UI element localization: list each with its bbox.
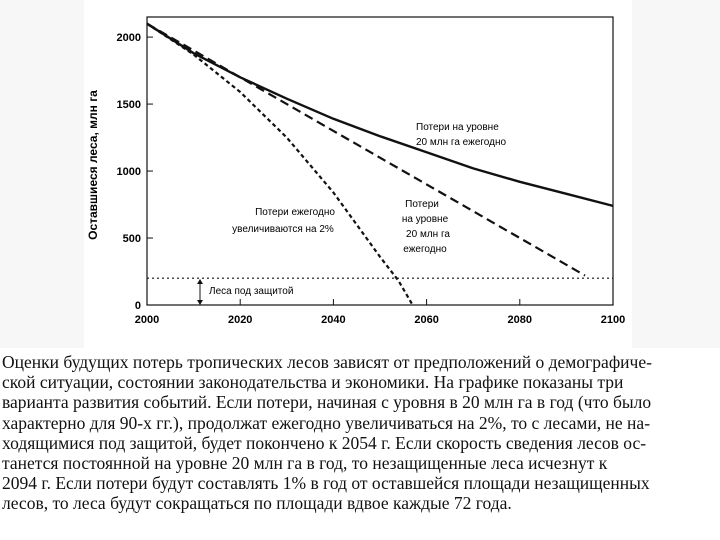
x-tick-label: 2060: [414, 314, 439, 326]
protected-forest-arrow: [197, 279, 203, 305]
x-ticks: [135, 299, 625, 326]
y-tick-label: 2000: [116, 32, 141, 45]
annotation-linear-loss-line3: 20 млн га: [406, 229, 450, 240]
x-tick-label: 2100: [600, 314, 626, 326]
series-line-dotted: [147, 24, 413, 305]
y-tick-label: 500: [122, 233, 141, 246]
annotation-protected-forest: Леса под защитой: [209, 286, 294, 297]
figure-caption: Оценки будущих потерь тропических лесов зависят от предположений о демографиче- ской ситуации, состоянии законодательства и экономики. На графике показаны три варианта развития событий. Если потери, начиная с уровня в 20 млн га в год (что было характерно для 90-х гг.), продолжат ежегодно увеличиваться на 2%, то с лесами, не на- ходящимися под защитой, будет покончено к 2054 г. Если скорость сведения лесов ос- танется постоянной на уровне 20 млн га в год, то незащищенные леса исчезнут к 2094 г. Если потери будут составлять 1% в год от оставшейся площади незащищенных лесов, то леса будут сокращаться по площади вдвое каждые 72 года.: [2, 352, 652, 514]
y-tick-label: 1000: [116, 166, 141, 179]
x-tick-label: 2080: [507, 314, 533, 326]
annotation-linear-loss-line4: ежегодно: [403, 244, 447, 255]
y-tick-label: 1500: [116, 99, 141, 112]
annotation-constant-loss-line2: 20 млн га ежегодно: [416, 137, 507, 148]
plot-frame: [147, 17, 613, 305]
chart-frame: [147, 17, 613, 305]
y-tick-label: 0: [134, 300, 141, 312]
y-axis-label: Оставшиеся леса, млн га: [86, 90, 100, 240]
annotation-constant-loss-line1: Потери на уровне: [416, 122, 499, 133]
series-line-solid: [147, 24, 613, 206]
x-tick-label: 2020: [227, 314, 253, 326]
series-lines: [147, 24, 613, 305]
x-tick-label: 2000: [134, 314, 160, 326]
x-tick-label: 2040: [321, 314, 346, 326]
annotation-linear-loss-line1: Потери: [405, 199, 439, 210]
annotation-growing-loss-line2: увеличиваются на 2%: [232, 224, 334, 235]
annotation-growing-loss-line1: Потери ежегодно: [255, 207, 335, 218]
annotation-linear-loss-line2: на уровне: [401, 214, 449, 225]
